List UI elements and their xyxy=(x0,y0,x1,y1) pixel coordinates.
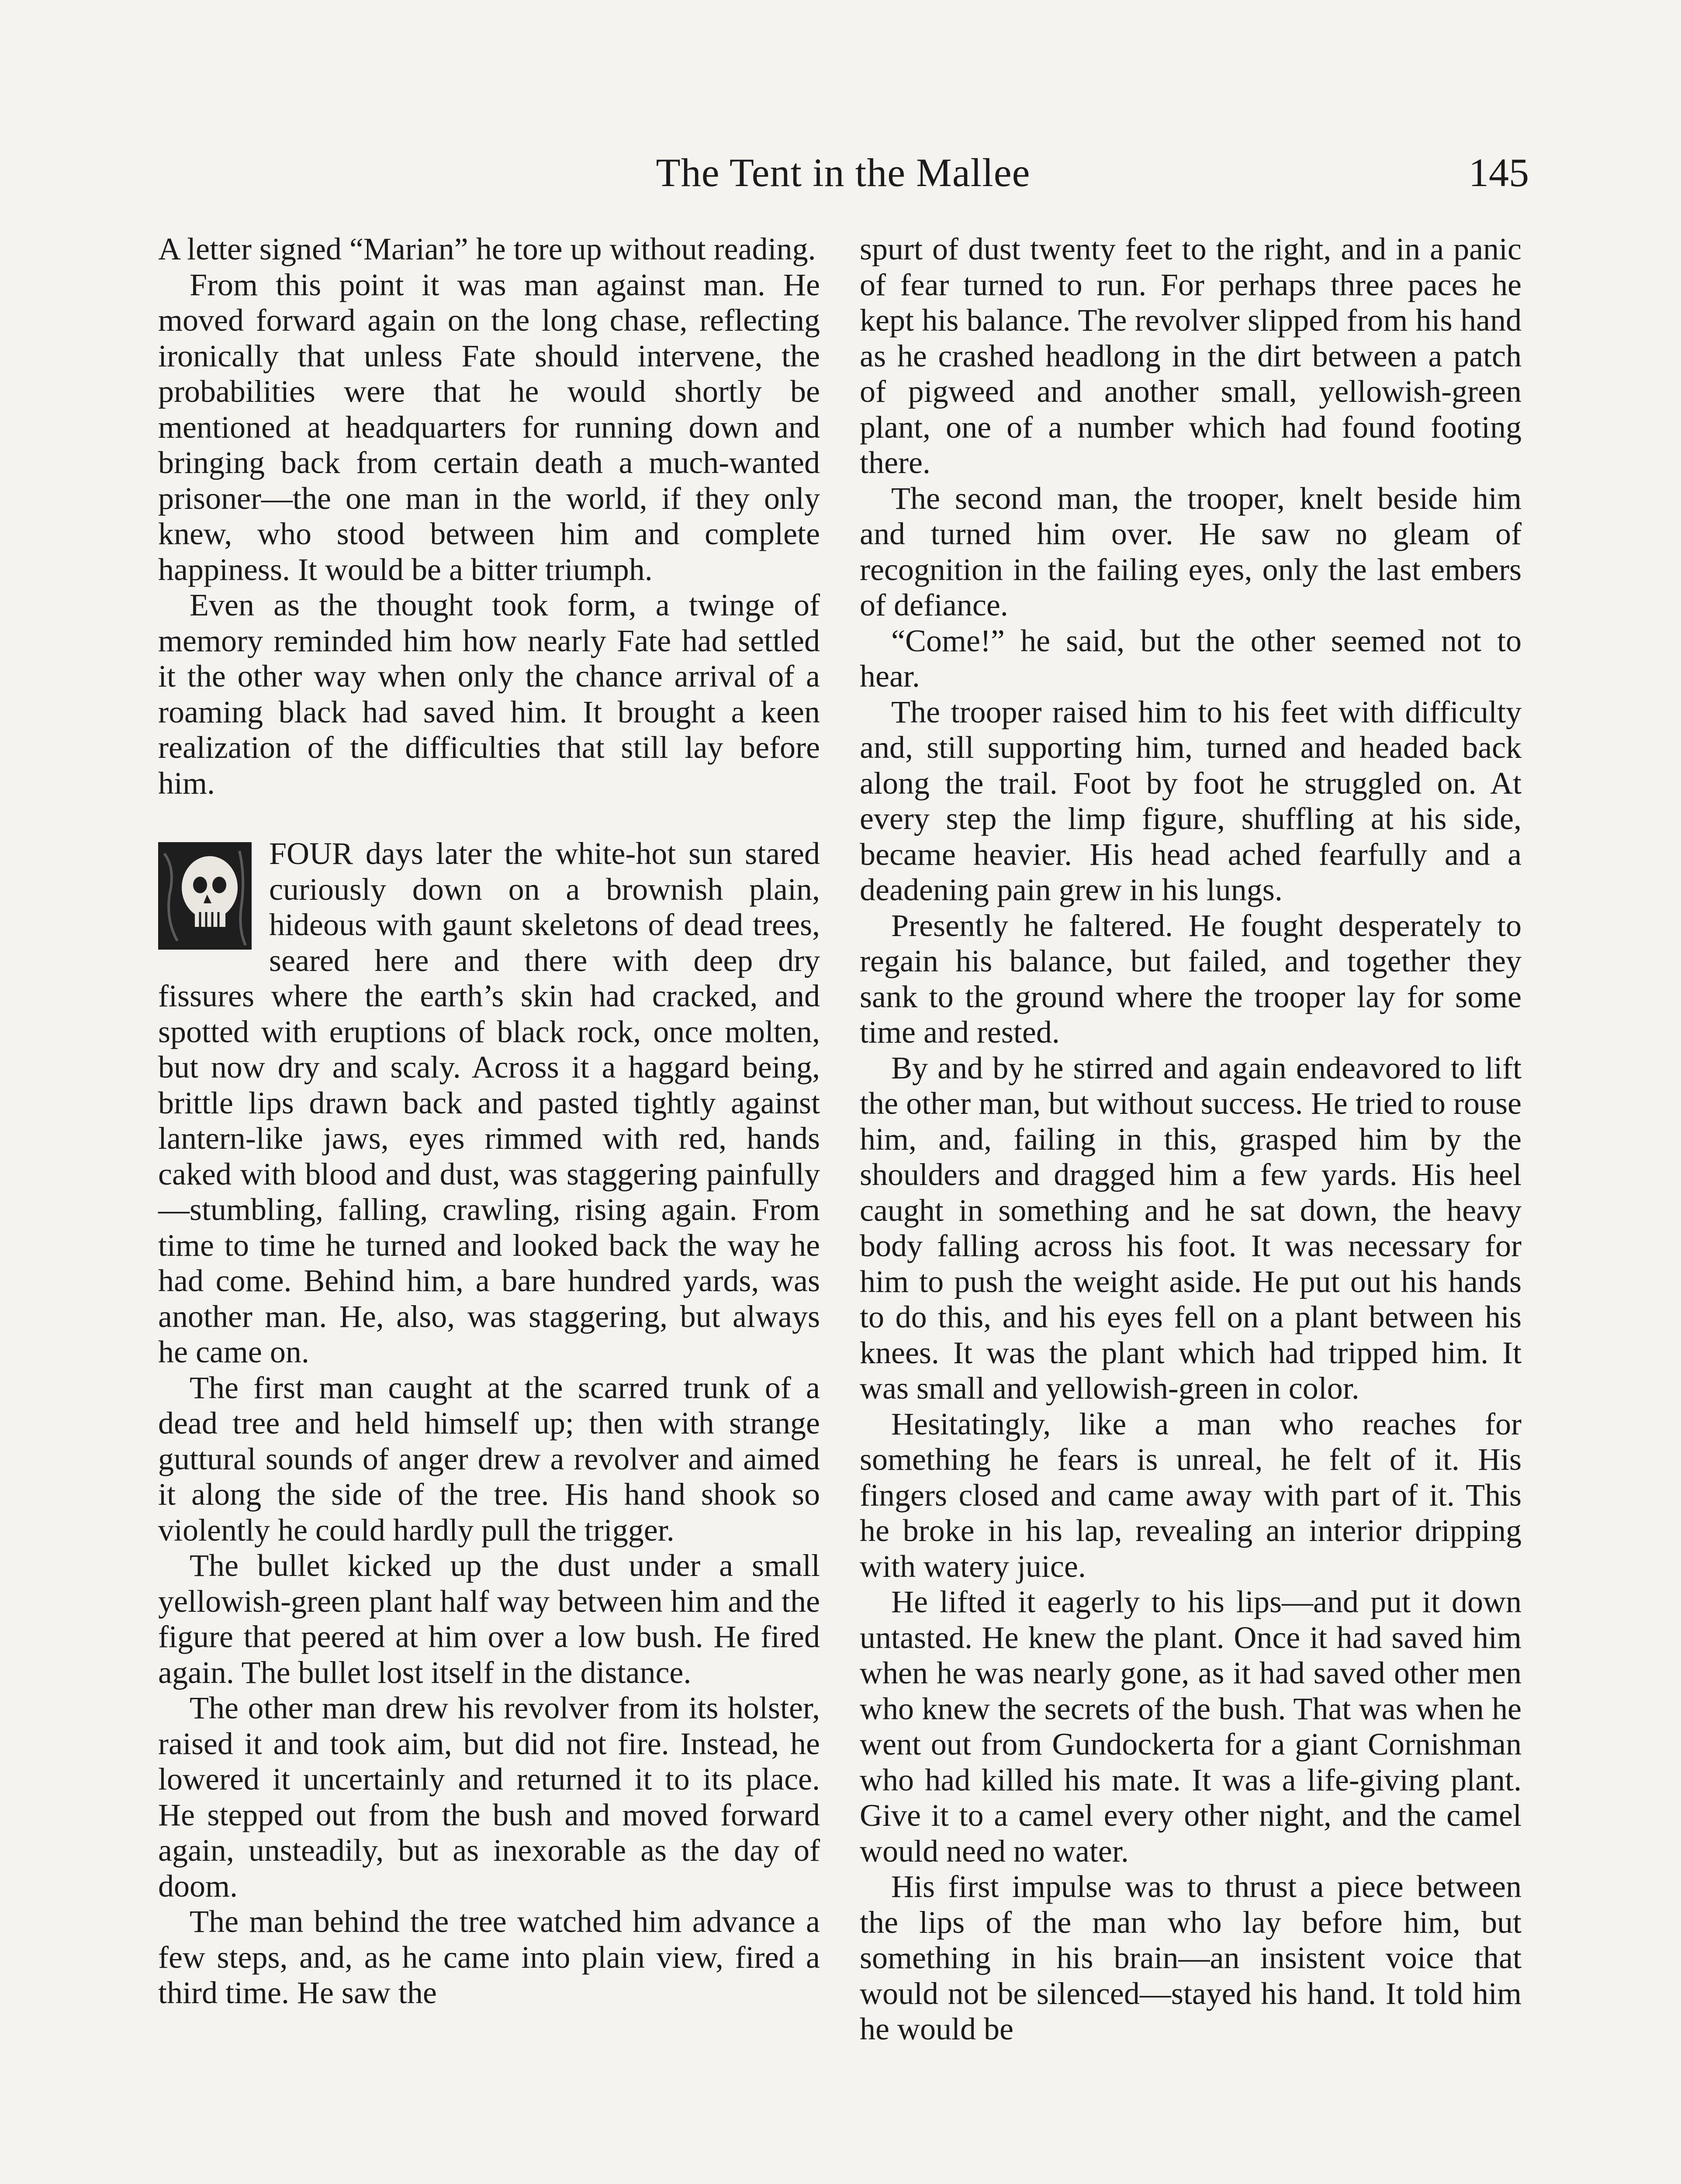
paragraph: Presently he faltered. He fought desperately to regain his balance, but failed, and together they sank to the ground where the trooper lay for some time and rested. xyxy=(860,908,1522,1050)
paragraph: The trooper raised him to his feet with difficulty and, still supporting him, turned and headed back along the trail. Foot by foot he struggled on. At every step the limp figure, shuffling at his side, became heavier. His head ached fearfully and a deadening pain grew in his lungs. xyxy=(860,694,1522,907)
page-number: 145 xyxy=(1469,150,1529,195)
paragraph: From this point it was man against man. He moved forward again on the long chase, reflecting ironically that unless Fate should intervene, the probabilities were that he would shortly be mentioned at headquarters for running down and bringing back from certain death a much-wanted prisoner—the one man in the world, if they only knew, who stood between him and complete happiness. It would be a bitter triumph. xyxy=(158,267,820,587)
right-column xyxy=(860,232,1522,2047)
left-column xyxy=(158,232,820,2011)
paragraph: Hesitatingly, like a man who reaches for something he fears is unreal, he felt of it. His fingers closed and came away with part of it. This he broke in his lap, revealing an interior dripping with watery juice. xyxy=(860,1406,1522,1584)
paragraph: The other man drew his revolver from its holster, raised it and took aim, but did not fire. Instead, he lowered it uncertainly and returned it to its place. He stepped out from the bush and moved forward again, unsteadily, but as inexorable as the day of doom. xyxy=(158,1690,820,1904)
section-opening xyxy=(158,836,820,1370)
paragraph: spurt of dust twenty feet to the right, and in a panic of fear turned to run. For perhaps three paces he kept his balance. The revolver slipped from his hand as he crashed headlong in the dirt between a patch of pigweed and another small, yellowish-green plant, one of a number which had found footing there. xyxy=(860,232,1522,480)
paragraph: Even as the thought took form, a twinge of memory reminded him how nearly Fate had settled it the other way when only the chance arrival of a roaming black had saved him. It brought a keen realization of the difficulties that still lay before him. xyxy=(158,587,820,801)
paragraph: “Come!” he said, but the other seemed not to hear. xyxy=(860,623,1522,694)
page-header xyxy=(157,144,1529,201)
paragraph: By and by he stirred and again endeavored to lift the other man, but without success. He tried to rouse him, and, failing in this, grasped him by the shoulders and dragged him a few yards. His heel caught in something and he sat down, the heavy body falling across his foot. It was necessary for him to push the weight aside. He put out his hands to do this, and his eyes fell on a plant between his knees. It was the plant which had tripped him. It was small and yellowish-green in color. xyxy=(860,1050,1522,1406)
paragraph: FOUR days later the white-hot sun stared curiously down on a brownish plain, hideous with gaunt skeletons of dead trees, seared here and there with deep dry fissures where the earth’s skin had cracked, and spotted with eruptions of black rock, once molten, but now dry and scaly. Across it a haggard being, brittle lips drawn back and pasted tightly against lantern-like jaws, eyes rimmed with red, hands caked with blood and dust, was staggering painfully—stumbling, falling, crawling, rising again. From time to time he turned and looked back the way he had come. Behind him, a bare hundred yards, was another man. He, also, was staggering, but always he came on. xyxy=(158,836,820,1369)
paragraph: The second man, the trooper, knelt beside him and turned him over. He saw no gleam of recognition in the failing eyes, only the last embers of defiance. xyxy=(860,480,1522,622)
paragraph: He lifted it eagerly to his lips—and put it down untasted. He knew the plant. Once it had saved him when he was nearly gone, as it had saved other men who knew the secrets of the bush. That was when he went out from Gundockerta for a giant Cornishman who had killed his mate. It was a life-giving plant. Give it to a camel every other night, and the camel would need no water. xyxy=(860,1584,1522,1869)
running-title: The Tent in the Mallee xyxy=(656,150,1031,195)
paragraph: A letter signed “Marian” he tore up without reading. xyxy=(158,232,816,266)
paragraph: His first impulse was to thrust a piece between the lips of the man who lay before him, but something in his brain—an insistent voice that would not be silenced—stayed his hand. It told him he would be xyxy=(860,1869,1522,2046)
skull-vignette-icon xyxy=(158,842,252,950)
paragraph: The man behind the tree watched him advance a few steps, and, as he came into plain view, fired a third time. He saw the xyxy=(158,1904,820,2010)
paragraph: The bullet kicked up the dust under a small yellowish-green plant half way between him and the figure that peered at him over a low bush. He fired again. The bullet lost itself in the distance. xyxy=(158,1548,820,1690)
paragraph: The first man caught at the scarred trunk of a dead tree and held himself up; then with strange guttural sounds of anger drew a revolver and aimed it along the side of the tree. His hand shook so violently he could hardly pull the trigger. xyxy=(158,1370,820,1548)
